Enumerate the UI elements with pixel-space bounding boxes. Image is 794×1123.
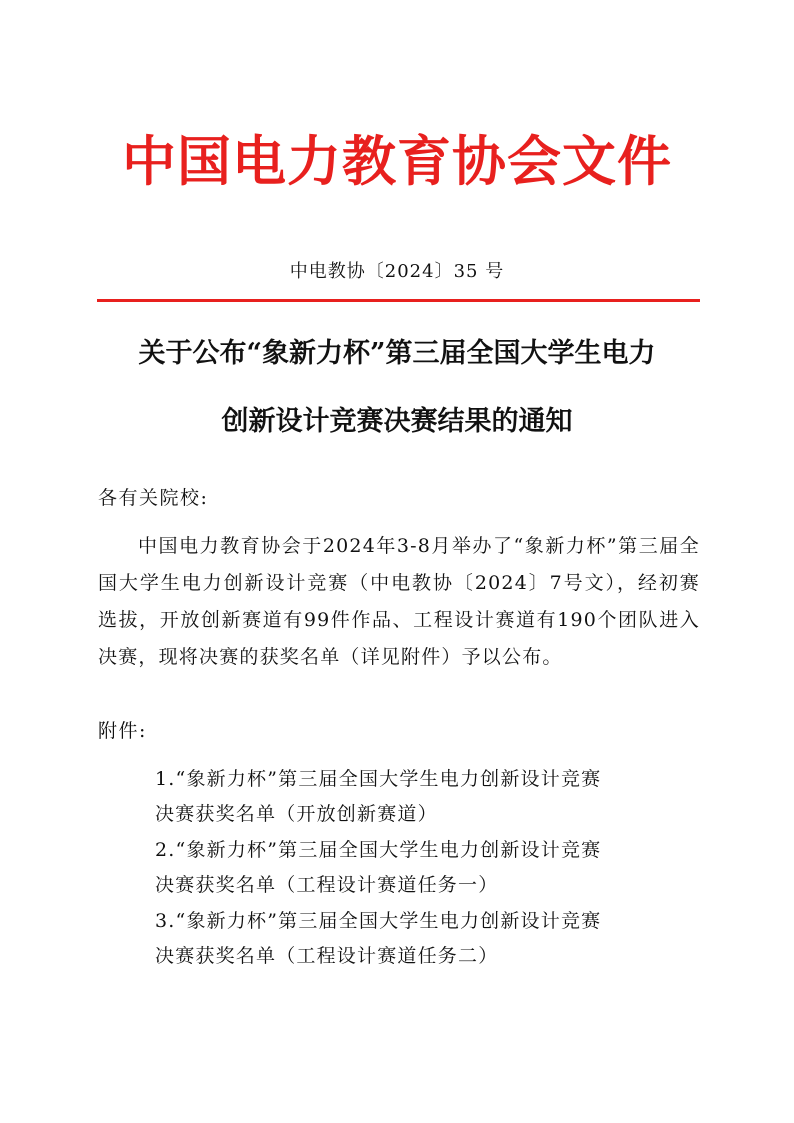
attachment-item-line-2: 决赛获奖名单（工程设计赛道任务二） — [155, 945, 499, 967]
document-number: 中电教协〔2024〕35 号 — [289, 261, 505, 282]
attachments-list — [155, 762, 700, 975]
salutation: 各有关院校: — [98, 487, 209, 509]
attachment-item — [155, 762, 700, 832]
attachment-item-line-1: 2.“象新力杯”第三届全国大学生电力创新设计竞赛 — [155, 839, 602, 861]
notice-title-line-1: 关于公布“象新力杯”第三届全国大学生电力 — [138, 338, 656, 369]
attachment-item — [155, 833, 700, 903]
attachment-item-line-1: 1.“象新力杯”第三届全国大学生电力创新设计竞赛 — [155, 768, 602, 790]
attachment-item-line-2: 决赛获奖名单（开放创新赛道） — [155, 803, 438, 825]
attachment-item-line-2: 决赛获奖名单（工程设计赛道任务一） — [155, 874, 499, 896]
red-divider-line — [97, 299, 700, 302]
body-paragraph: 中国电力教育协会于2024年3-8月举办了“象新力杯”第三届全国大学生电力创新设计竞赛（中电教协〔2024〕7号文），经初赛选拔，开放创新赛道有99件作品、工程设计赛道有190个团队进入决赛，现将决赛的获奖名单（详见附件）予以公布。 — [98, 535, 700, 668]
notice-title-line-2: 创新设计竞赛决赛结果的通知 — [221, 406, 573, 437]
masthead-title: 中国电力教育协会文件 — [122, 129, 672, 193]
attachments-label: 附件: — [98, 720, 147, 742]
attachment-item-line-1: 3.“象新力杯”第三届全国大学生电力创新设计竞赛 — [155, 910, 602, 932]
attachment-item — [155, 904, 700, 974]
